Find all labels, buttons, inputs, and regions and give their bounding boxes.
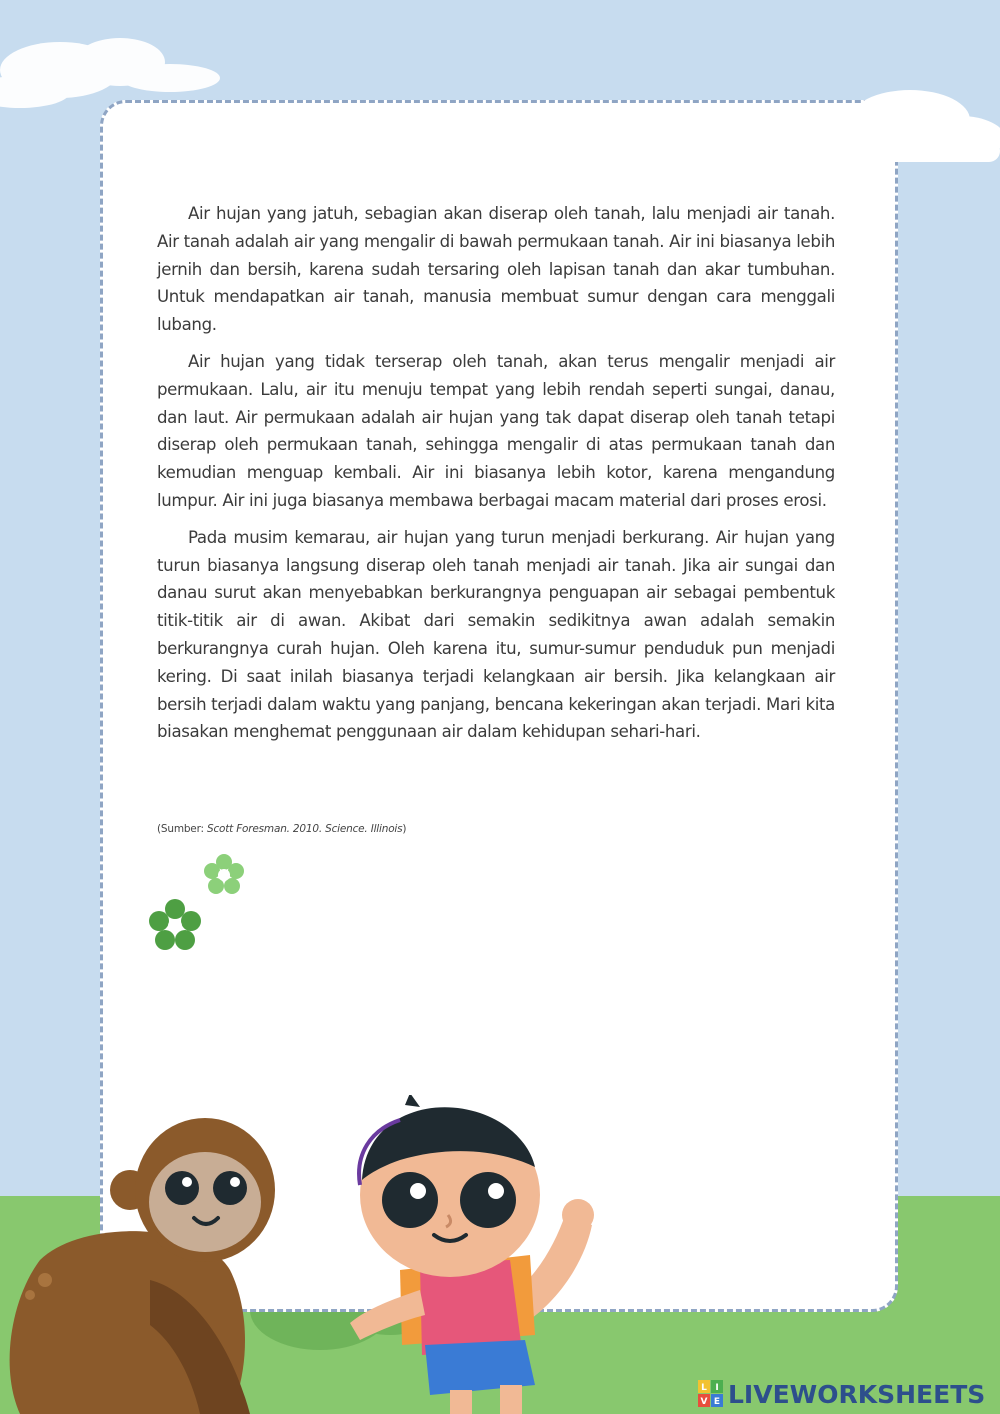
cloud-left-part — [120, 64, 220, 92]
cloud-right-base — [770, 140, 1000, 162]
source-suffix: ) — [402, 823, 407, 835]
monkey-illustration — [0, 1110, 320, 1414]
liveworksheets-brand — [698, 1377, 985, 1411]
boy-eye-right — [460, 1172, 516, 1228]
paragraph-1: Air hujan yang jatuh, sebagian akan diserap oleh tanah, lalu menjadi air tanah. Air tanah adalah air yang mengalir di bawah permukaan tanah. Air ini biasanya lebih jernih dan bersih, karena sudah tersaring oleh lapisan tanah dan akar tumbuhan. Untuk mendapatkan air tanah, manusia membuat sumur dengan cara menggali lubang. — [157, 204, 835, 335]
source-citation — [157, 823, 406, 835]
monkey-face — [149, 1152, 261, 1252]
boy-hair-tuft — [405, 1095, 420, 1107]
monkey-eye-right — [213, 1171, 247, 1205]
monkey-spot — [38, 1273, 52, 1287]
boy-illustration — [330, 1095, 610, 1414]
liveworksheets-wordmark: LIVEWORKSHEETS — [728, 1379, 986, 1409]
source-prefix: (Sumber: — [157, 823, 207, 835]
boy-leg — [500, 1385, 522, 1414]
svg-text:I: I — [715, 1383, 719, 1393]
boy-hand-right — [562, 1199, 594, 1231]
svg-text:L: L — [701, 1383, 707, 1393]
cloud-right — [760, 80, 1000, 170]
monkey-spot — [25, 1290, 35, 1300]
svg-text:E: E — [713, 1397, 721, 1407]
paragraph-2: Air hujan yang tidak terserap oleh tanah, akan terus mengalir menjadi air permukaan. Lalu, air itu menuju tempat yang lebih rendah seperti sungai, danau, dan laut. Air permukaan adalah air hujan yang tak dapat diserap oleh tanah tetapi diserap oleh permukaan tanah, sehingga mengalir di atas permukaan tanah dan kemudian menguap kembali. Air ini biasanya lebih kotor, karena mengandung lumpur. Air ini juga biasanya membawa berbagai macam material dari proses erosi. — [157, 351, 835, 510]
paragraph-3: Pada musim kemarau, air hujan yang turun menjadi berkurang. Air hujan yang turun biasanya langsung diserap oleh tanah menjadi air tanah. Jika air sungai dan danau surut akan menyebabkan berkurangnya penguapan air sebagai pembentuk titik-titik air di awan. Akibat dari semakin sedikitnya awan adalah semakin berkurangnya curah hujan. Oleh karena itu, sumur-sumur penduduk pun menjadi kering. Di saat inilah biasanya terjadi kelangkaan air bersih. Jika kelangkaan air bersih terjadi dalam waktu yang panjang, bencana kekeringan akan terjadi. Mari kita biasakan menghemat penggunaan air dalam kehidupan sehari-hari. — [157, 527, 835, 742]
liveworksheets-logo-icon — [698, 1380, 724, 1408]
flower-small-icon — [204, 854, 244, 894]
reading-text — [157, 200, 835, 755]
flowers-decoration — [140, 850, 260, 970]
flower-large-icon — [149, 899, 201, 950]
boy-eye-left — [382, 1172, 438, 1228]
source-body: Scott Foresman. 2010. Science. Illinois — [206, 823, 403, 835]
boy-leg — [450, 1390, 472, 1414]
monkey-eye-left — [165, 1171, 199, 1205]
svg-text:V: V — [700, 1397, 708, 1407]
